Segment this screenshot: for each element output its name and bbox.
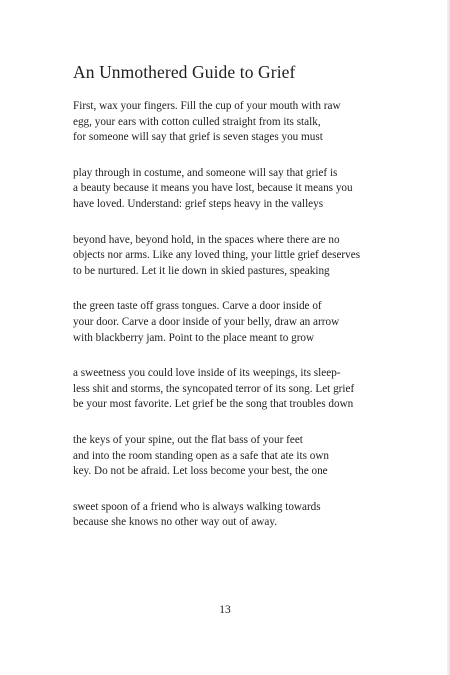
- stanza-7: [73, 500, 413, 531]
- poem-line: with blackberry jam. Point to the place meant to grow: [73, 331, 315, 344]
- stanza-4: [73, 299, 413, 346]
- poem-line: your door. Carve a door inside of your belly, draw an arrow: [73, 315, 340, 328]
- poem-line: be your most favorite. Let grief be the song that troubles down: [73, 398, 354, 411]
- stanza-1: [73, 99, 413, 146]
- poem-line: because she knows no other way out of away.: [73, 516, 278, 529]
- poem-body: [73, 99, 413, 551]
- poem-line: a sweetness you could love inside of its weepings, its sleep-: [73, 367, 341, 380]
- poem-line: objects nor arms. Like any loved thing, your little grief deserves: [73, 249, 361, 262]
- poem-line: sweet spoon of a friend who is always walking towards: [73, 500, 321, 513]
- poem-line: First, wax your fingers. Fill the cup of your mouth with raw: [73, 100, 341, 112]
- poem-line: a beauty because it means you have lost, because it means you: [73, 182, 353, 195]
- poem-line: have loved. Understand: grief steps heavy in the valleys: [73, 197, 324, 210]
- poem-line: and into the room standing open as a safe that ate its own: [73, 449, 330, 462]
- poem-title: An Unmothered Guide to Grief: [73, 62, 296, 82]
- poem-line: for someone will say that grief is seven stages you must: [73, 131, 323, 144]
- poem-line: beyond have, beyond hold, in the spaces where there are no: [73, 233, 340, 246]
- poem-line: the green taste off grass tongues. Carve a door inside of: [73, 300, 322, 313]
- stanza-2: [73, 166, 413, 213]
- stanza-6: [73, 433, 413, 480]
- stanza-5: [73, 366, 413, 413]
- poem-line: play through in costume, and someone will say that grief is: [73, 166, 338, 179]
- poem-line: the keys of your spine, out the flat bass of your feet: [73, 433, 303, 446]
- poem-line: egg, your ears with cotton culled straight from its stalk,: [73, 115, 321, 128]
- poem-line: less shit and storms, the syncopated terror of its song. Let grief: [73, 382, 355, 395]
- poem-line: key. Do not be afraid. Let loss become your best, the one: [73, 465, 328, 478]
- poem-line: to be nurtured. Let it lie down in skied pastures, speaking: [73, 264, 330, 277]
- stanza-3: [73, 233, 413, 280]
- page-number: 13: [219, 604, 231, 616]
